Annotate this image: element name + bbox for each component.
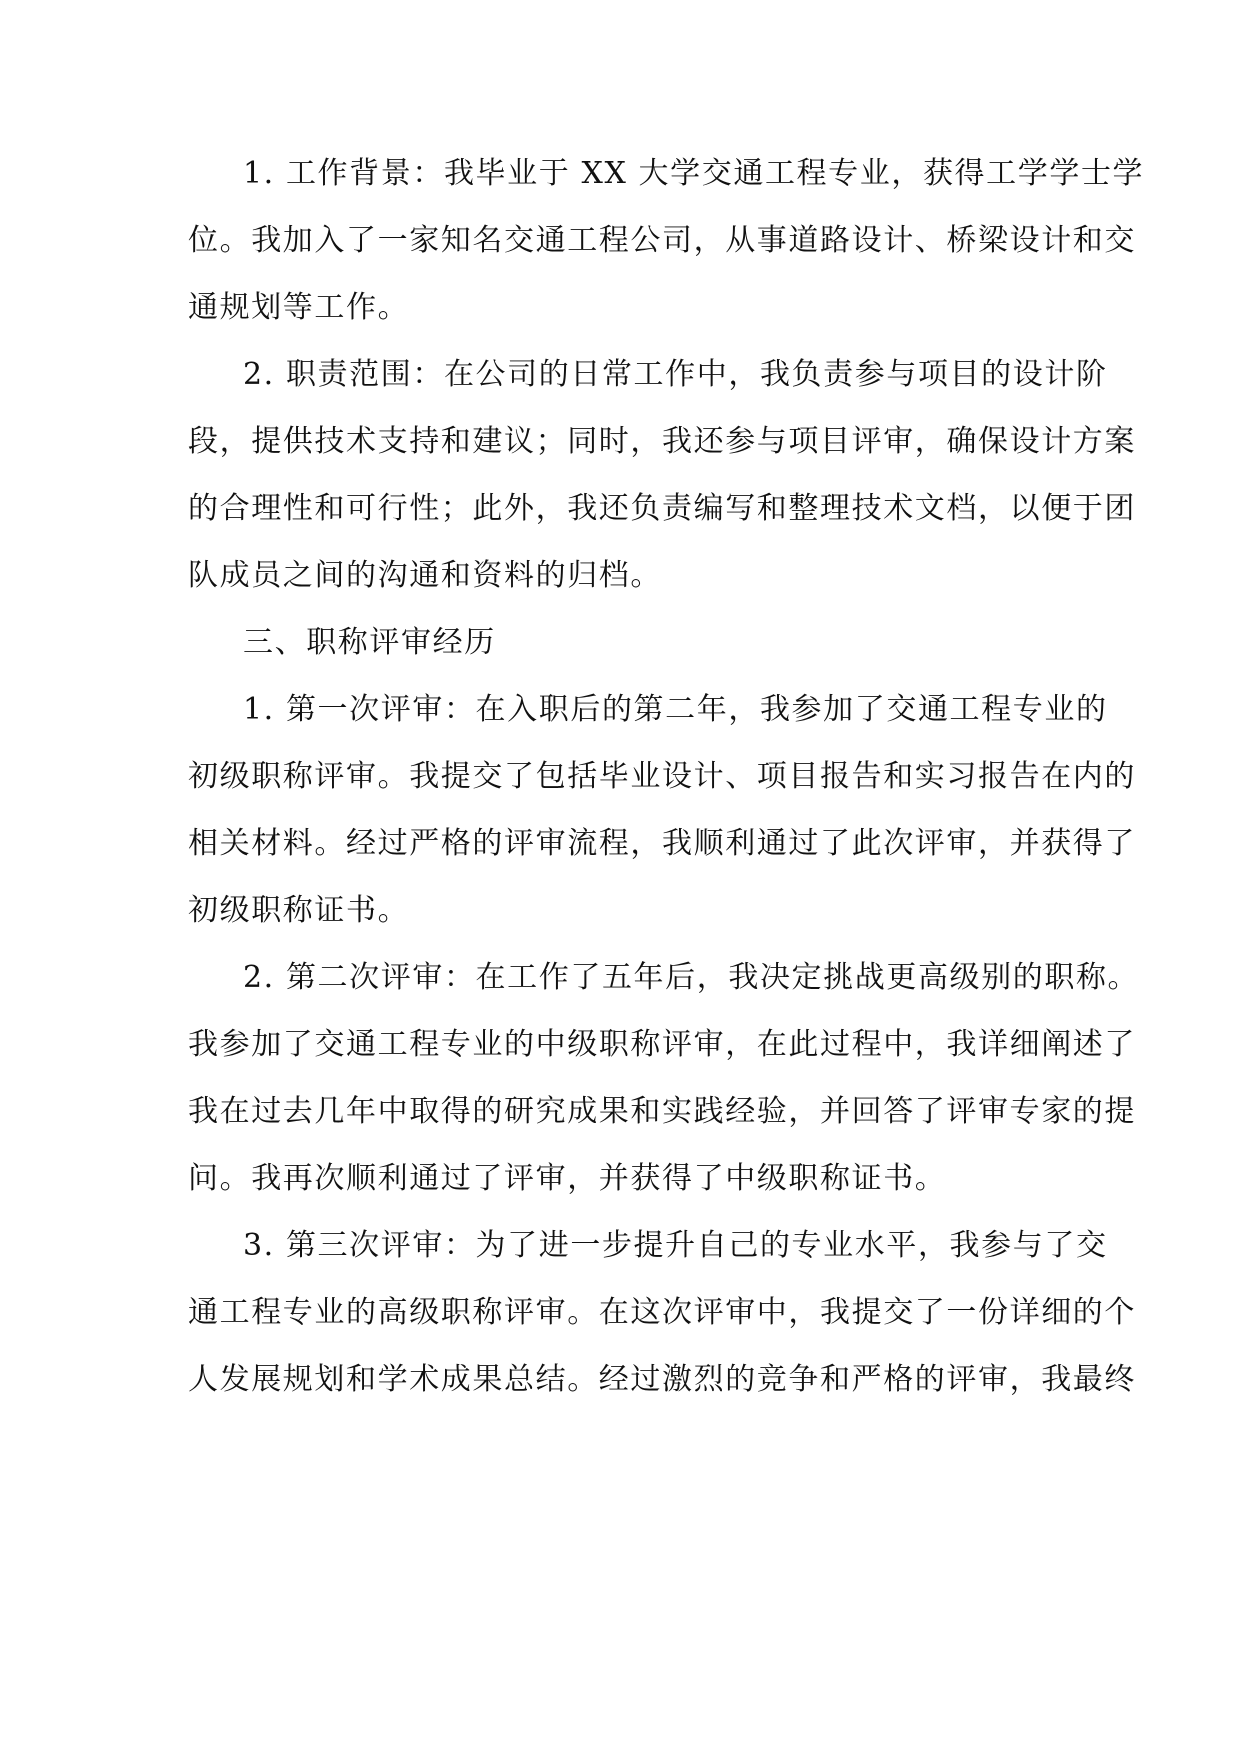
paragraph-line: 1. 第一次评审：在入职后的第二年，我参加了交通工程专业的 (243, 692, 1108, 727)
paragraph-line: 3. 第三次评审：为了进一步提升自己的专业水平，我参与了交 (243, 1228, 1108, 1263)
paragraph-line: 段，提供技术支持和建议；同时，我还参与项目评审，确保设计方案 (188, 424, 1136, 459)
paragraph-line: 的合理性和可行性；此外，我还负责编写和整理技术文档，以便于团 (188, 491, 1136, 526)
section-heading: 三、职称评审经历 (243, 625, 496, 660)
paragraph-line: 通规划等工作。 (188, 290, 410, 325)
paragraph-line: 位。我加入了一家知名交通工程公司，从事道路设计、桥梁设计和交 (188, 223, 1136, 258)
paragraph-line: 初级职称评审。我提交了包括毕业设计、项目报告和实习报告在内的 (188, 759, 1136, 794)
paragraph-line: 人发展规划和学术成果总结。经过激烈的竞争和严格的评审，我最终 (188, 1362, 1136, 1397)
paragraph-line: 2. 职责范围：在公司的日常工作中，我负责参与项目的设计阶 (243, 357, 1108, 392)
paragraph-line: 2. 第二次评审：在工作了五年后，我决定挑战更高级别的职称。 (243, 960, 1140, 995)
paragraph-line: 我参加了交通工程专业的中级职称评审，在此过程中，我详细阐述了 (188, 1027, 1136, 1062)
paragraph-line: 1. 工作背景：我毕业于 XX 大学交通工程专业，获得工学学士学 (243, 156, 1145, 191)
paragraph-line: 相关材料。经过严格的评审流程，我顺利通过了此次评审，并获得了 (188, 826, 1136, 861)
paragraph-line: 队成员之间的沟通和资料的归档。 (188, 558, 662, 593)
paragraph-line: 我在过去几年中取得的研究成果和实践经验，并回答了评审专家的提 (188, 1094, 1136, 1129)
paragraph-line: 问。我再次顺利通过了评审，并获得了中级职称证书。 (188, 1161, 947, 1196)
paragraph-line: 初级职称证书。 (188, 893, 410, 928)
paragraph-line: 通工程专业的高级职称评审。在这次评审中，我提交了一份详细的个 (188, 1295, 1136, 1330)
